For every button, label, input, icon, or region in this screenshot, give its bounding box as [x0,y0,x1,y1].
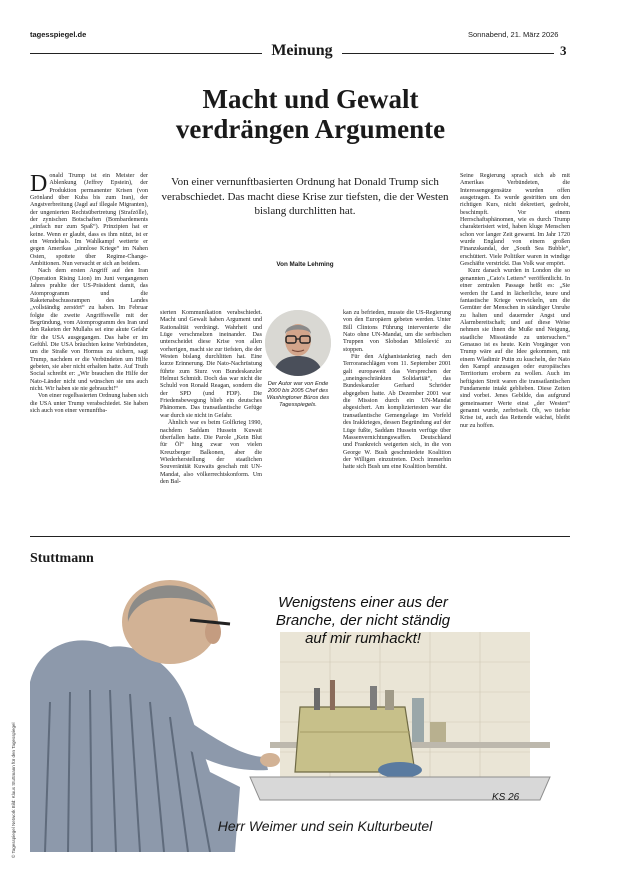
photo-caption: Der Autor war von Ende 2000 bis 2005 Chef des Washingtoner Büros des Tagesspiegels. [266,381,330,408]
headline-line-1: Macht und Gewalt [202,84,419,114]
article-column-1 [30,173,148,415]
drop-cap: D [30,171,48,197]
article-column-3 [343,310,451,472]
column-4-paragraph-1: Seine Regierung sprach sich ab mit Amerikas Verbündeten, die Interessengegensätze wurden offen ausgetragen. Es wurde gestritten um den richtigen Kurs, nicht dekretiert, gedroht, beschimpft. Vor einem Herrschaftsphänomen, wie es durch Trump charakterisiert wird, haben kluge Menschen schon vor langer Zeit gewarnt. Im Jahr 1720 wurde England von einem großen Finanzskandal, der „South Sea Bubble“, erschüttert. Viele Politiker waren in windige Geschäfte verstrickt. Das Volk war empört. [460,173,570,268]
column-2-paragraph-2: Ähnlich war es beim Golfkrieg 1990, nachdem Saddam Hussein Kuwait überfallen hatte. Die Parole „Kein Blut für Öl“ hing zwar von vielen Kreuzberger Balkonen, aber die Wiederherstellung der staatlichen Souveränität Kuwaits geschah mit UN-Mandat, also völkerrechtskonform. Um den Bal- [160,420,262,485]
cartoon-top-rule [30,536,570,537]
column-2-paragraph-1: sierten Kommunikation verabschiedet. Macht und Gewalt haben Argument und Rationalität verdrängt. Wahrheit und Lüge verschmelzen ineinander. Das unterscheidet diese Krise von allen vorherigen, macht sie zur tiefsten, die der Westen bislang durchlitten hat. Eine kurze Erinnerung. Die Nato-Nachrüstung führte zum Sturz von Bundeskanzler Helmut Schmidt. Doch das war nicht die Schuld von Ronald Reagan, sondern die der SPD (und FDP). Die Friedensbewegung blieb ein deutsches Phänomen. Das transatlantische Gefüge war durch sie nicht in Gefahr. [160,310,262,419]
column-1-paragraph-1: onald Trump ist ein Meister der Ablenkung (Jeffrey Epstein), der Produktion permanenter Krisen (von Grönland über Kuba bis zum Iran), der Angstverbreitung (Jagd auf illegale Migranten), der ungenierten Rechtsübertretung (Strafzölle), der zynischen Botschaften (Bombardements „einfach nur zum Spaß“). Prinzipien hat er keine. Wenn er glaubt, dass es ihm nützt, ist er ein Wendehals. Im Wahlkampf wetterte er gegen Amerikas „sinnlose Kriege“ im Nahen Osten, spottete über Regime-Change-Ambitionen. Nun versucht er sich an beidem. [30,173,148,268]
author-portrait-icon [265,310,331,376]
headline-line-2: verdrängen Argumente [175,114,446,144]
header-rule-left [30,53,262,54]
image-credit: © Tagesspiegel Network Bild: Klaus Stuttmann für den Tagesspiegel [11,722,16,858]
article-lead: Von einer vernunftbasierten Ordnung hat Donald Trump sich verabschiedet. Das macht diese Krise zur tiefsten, die der Westen bislang durchlitten hat. [161,176,449,217]
header-rule-right [342,53,554,54]
page-number: 3 [560,43,567,58]
issue-date: Sonnabend, 21. März 2026 [468,30,559,39]
cartoon-signature: KS 26 [492,792,520,803]
headline [30,84,591,144]
cartoon-speech-bubble [238,594,488,648]
speech-line-2: Branche, der nicht ständig [275,612,451,629]
speech-line-3: auf mir rumhackt! [305,630,421,647]
section-title: Meinung [271,42,333,59]
site-name[interactable]: tagesspiegel.de [30,30,87,39]
article-column-4 [460,173,570,430]
cartoon-section-title: Stuttmann [30,551,94,566]
author-photo [265,310,331,376]
cartoon-caption: Herr Weimer und sein Kulturbeutel [217,818,433,834]
column-3-paragraph-2: Für den Afghanistankrieg nach den Terroranschlägen vom 11. September 2001 galt europaweit das Versprechen der „uneingeschränkten Solidarität“, das Bundeskanzler Gerhard Schröder abgegeben hatte. Ab Dezember 2001 war die Mission durch ein UN-Mandat abgesichert. Am kompliziertesten war die transatlantische Gemengelage im Vorfeld des Irakkrieges, dessen Begründung auf der Lüge fußte, Saddam Hussein verfüge über Massenvernichtungswaffen. Deutschland und Frankreich weigerten sich, in die von George W. Bush geschmiedete Koalition der Willigen einzutreten. Doch immerhin hatte sich Bush um eine Koalition bemüht. [343,354,451,471]
column-4-paragraph-2: Kurz danach wurden in London die so genannten „Cato's Letters“ veröffentlicht. In einer zentralen Passage heißt es: „Sie werden ihr Land in lächerliche, teure und fantastische Kriege verwickeln, um die Gemüter der Menschen in ständiger Unruhe zu halten und dauernder Angst und Alarmbereitschaft; und auf diese Weise nehmen sie ihnen die Muße und Neigung, staatliche Missstände zu untersuchen.“ Genauso ist es heute. Kein Vorgänger von Trump wäre auf die Idee gekommen, mit einem Wladimir Putin zu kuscheln, der Nato den Kampf anzusagen oder europäisches Territorium erobern zu wollen. Auch im heftigsten Streit waren die transatlantischen Fundamente intakt geblieben. Diese Zeiten sind vorbei. Jenes Gebilde, das aufgrund gemeinsamer Werte einst „der Westen“ genannt wurde, zerbröselt. Ob, wo tiefste Krise ist, auch das Rettende wächst, bleibt nur zu hoffen. [460,268,570,429]
column-1-paragraph-2: Nach dem ersten Angriff auf den Iran (Operation Rising Lion) im Juni vergangenen Jahres prahlte der US-Präsident damit, das Atomprogramm und die Raketenabschussrampen des Landes „vollständig zerstört“ zu haben. Im Februar folgte die zweite Angriffswelle mit der Begründung, vom Atomprogramm des Iran und den Raketen der Mullahs sei eine akute Gefahr für die USA ausgegangen. Das habe er im Gefühl. Die USA bräuchten keine Verbündeten, um die Straße von Hormus zu sichern, sagt Trump, nachdem er die Verbündeten um Hilfe gebeten, sie aber nicht erhalten hatte. Auf Truth Social schreibt er: „Wir brauchen die Hilfe der Nato-Länder nicht und wünschen sie uns auch nicht. Wir haben sie nie gebraucht!“ [30,268,148,392]
speech-line-1: Wenigstens einer aus der [278,594,448,611]
byline: Von Malte Lehming [276,261,334,268]
column-1-paragraph-3: Von einer regelbasierten Ordnung haben sich die USA unter Trump verabschiedet. Sie haben sich auch von einer vernunftba- [30,393,148,414]
article-column-2 [160,310,262,486]
column-3-paragraph-1: kan zu befrieden, musste die US-Regierung von den Europäern gebeten werden. Unter Bill Clintons Führung intervenierte die Nato ohne UN-Mandat, um die serbischen Truppen von Slobodan Milošević zu stoppen. [343,310,451,353]
